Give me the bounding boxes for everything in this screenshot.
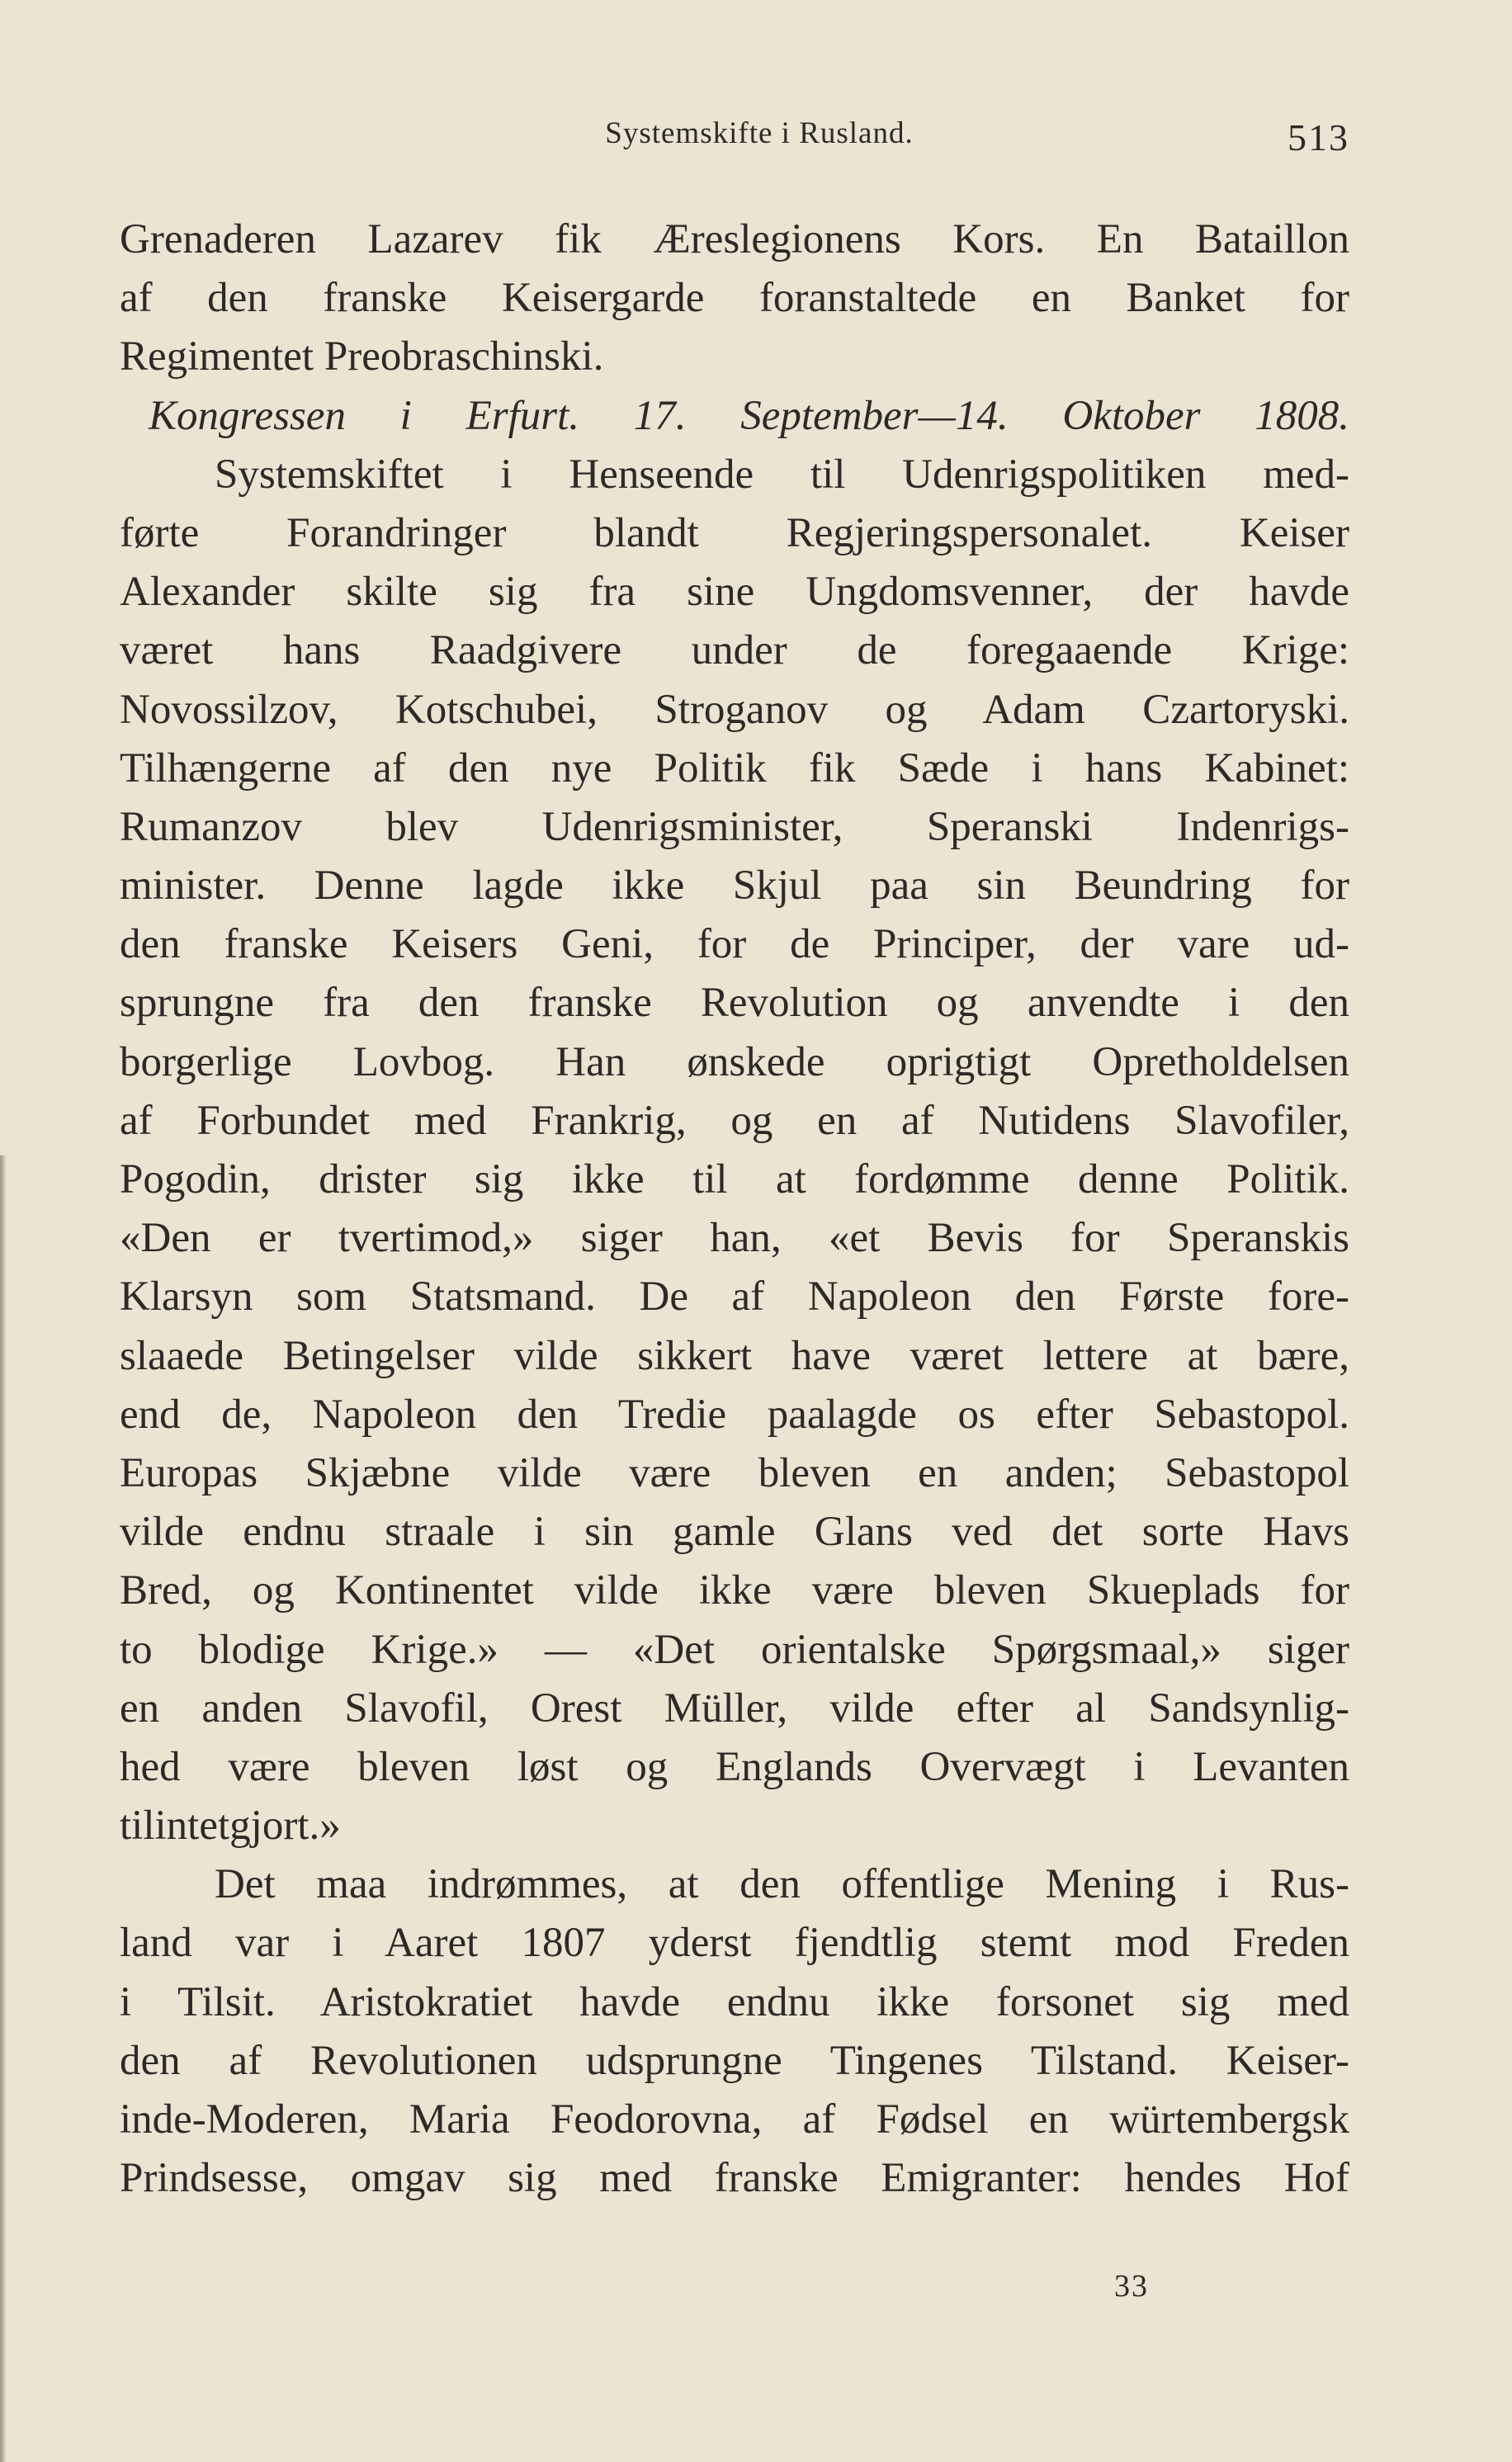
text-line: Pogodin, drister sig ikke til at fordømme denne Politik. bbox=[120, 1156, 1349, 1203]
text-line: slaaede Betingelser vilde sikkert have været lettere at bære, bbox=[120, 1332, 1349, 1379]
text-line: Novossilzov, Kotschubei, Stroganov og Adam Czartoryski. bbox=[120, 686, 1349, 733]
text-line: land var i Aaret 1807 yderst fjendtlig stemt mod Freden bbox=[120, 1920, 1349, 1967]
text-line: vilde endnu straale i sin gamle Glans ved det sorte Havs bbox=[120, 1509, 1349, 1556]
text-line: Det maa indrømmes, at den offentlige Mening i Rus- bbox=[215, 1861, 1349, 1908]
text-line: Alexander skilte sig fra sine Ungdomsvenner, der havde bbox=[120, 569, 1349, 616]
text-line: Systemskiftet i Henseende til Udenrigspolitiken med- bbox=[215, 451, 1349, 498]
text-line: «Den er tvertimod,» siger han, «et Bevis for Speranskis bbox=[120, 1215, 1349, 1262]
text-line: i Tilsit. Aristokratiet havde endnu ikke forsonet sig med bbox=[120, 1978, 1349, 2025]
text-line: Regimentet Preobraschinski. bbox=[120, 333, 604, 380]
text-line: sprungne fra den franske Revolution og anvendte i den bbox=[120, 980, 1349, 1027]
text-line: minister. Denne lagde ikke Skjul paa sin Beundring for bbox=[120, 862, 1349, 910]
text-line: Europas Skjæbne vilde være bleven en anden; Sebastopol bbox=[120, 1449, 1349, 1496]
text-line: den franske Keisers Geni, for de Principer, der vare ud- bbox=[120, 921, 1349, 968]
text-line: af den franske Keisergarde foranstaltede en Banket for bbox=[120, 275, 1349, 322]
text-line: Klarsyn som Statsmand. De af Napoleon den Første fore- bbox=[120, 1274, 1349, 1321]
running-title: Systemskifte i Rusland. bbox=[605, 116, 914, 150]
body-text bbox=[120, 210, 1349, 2208]
text-line: to blodige Krige.» — «Det orientalske Spørgsmaal,» siger bbox=[120, 1626, 1349, 1673]
text-line: Bred, og Kontinentet vilde ikke være bleven Skueplads for bbox=[120, 1567, 1349, 1614]
text-line: den af Revolutionen udsprungne Tingenes Tilstand. Keiser- bbox=[120, 2037, 1349, 2084]
text-line: Prindsesse, omgav sig med franske Emigranter: hendes Hof bbox=[120, 2155, 1349, 2202]
section-heading: Kongressen i Erfurt. 17. September—14. Oktober 1808. bbox=[149, 392, 1349, 439]
text-line: Tilhængerne af den nye Politik fik Sæde i hans Kabinet: bbox=[120, 744, 1349, 792]
text-line: en anden Slavofil, Orest Müller, vilde efter al Sandsynlig- bbox=[120, 1685, 1349, 1732]
text-line: førte Forandringer blandt Regjeringspersonalet. Keiser bbox=[120, 509, 1349, 556]
gutter-shadow bbox=[0, 1155, 7, 2462]
text-line: af Forbundet med Frankrig, og en af Nutidens Slavofiler, bbox=[120, 1097, 1349, 1144]
text-line: borgerlige Lovbog. Han ønskede oprigtigt Opretholdelsen bbox=[120, 1038, 1349, 1085]
page-number: 513 bbox=[1288, 116, 1349, 158]
text-line: været hans Raadgivere under de foregaaende Krige: bbox=[120, 627, 1349, 674]
running-head bbox=[120, 116, 1349, 165]
text-line: end de, Napoleon den Tredie paalagde os efter Sebastopol. bbox=[120, 1391, 1349, 1438]
text-line: tilintetgjort.» bbox=[120, 1803, 341, 1850]
text-line: Rumanzov blev Udenrigsminister, Speranski Indenrigs- bbox=[120, 803, 1349, 850]
text-line: inde-Moderen, Maria Feodorovna, af Fødsel en würtembergsk bbox=[120, 2096, 1349, 2143]
text-line: Grenaderen Lazarev fik Æreslegionens Kors. En Bataillon bbox=[120, 216, 1349, 262]
signature-mark: 33 bbox=[1114, 2269, 1149, 2304]
text-line: hed være bleven løst og Englands Overvægt i Levanten bbox=[120, 1743, 1349, 1790]
